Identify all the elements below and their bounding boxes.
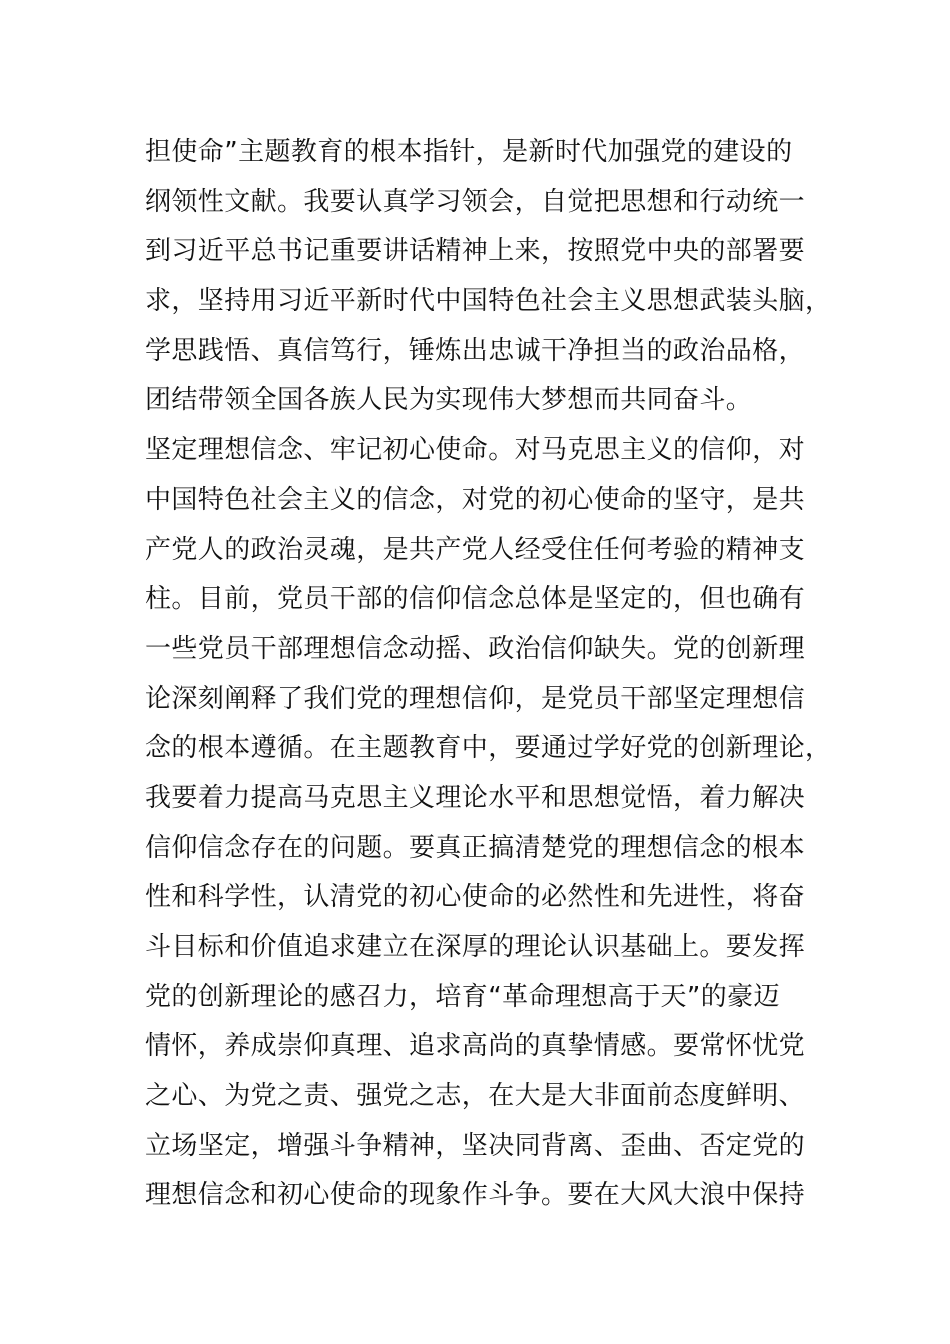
text-line: 产党人的政治灵魂，是共产党人经受住任何考验的精神支 [145, 534, 806, 565]
text-line: 一些党员干部理想信念动摇、政治信仰缺失。党的创新理 [145, 633, 806, 664]
text-line: 中国特色社会主义的信念，对党的初心使命的坚守，是共 [145, 484, 806, 515]
body-text [145, 128, 832, 1221]
text-line: 论深刻阐释了我们党的理想信仰，是党员干部坚定理想信 [145, 683, 806, 714]
text-line: 到习近平总书记重要讲话精神上来，按照党中央的部署要 [145, 236, 806, 267]
text-line: 担使命”主题教育的根本指针，是新时代加强党的建设的 [145, 137, 793, 167]
text-line: 纲领性文献。我要认真学习领会，自觉把思想和行动统一 [145, 186, 806, 217]
text-line: 学思践悟、真信笃行，锤炼出忠诚干净担当的政治品格， [145, 335, 806, 366]
text-line: 理想信念和初心使命的现象作斗争。要在大风大浪中保持 [145, 1180, 806, 1211]
text-line: 立场坚定，增强斗争精神，坚决同背离、歪曲、否定党的 [145, 1130, 806, 1161]
text-line: 之心、为党之责、强党之志，在大是大非面前态度鲜明、 [145, 1081, 806, 1112]
text-line: 情怀，养成崇仰真理、追求高尚的真挚情感。要常怀忧党 [145, 1031, 806, 1062]
text-line: 信仰信念存在的问题。要真正搞清楚党的理想信念的根本 [145, 832, 806, 863]
text-line: 党的创新理论的感召力，培育“革命理想高于天”的豪迈 [145, 981, 780, 1012]
text-line: 求，坚持用习近平新时代中国特色社会主义思想武装头脑， [145, 286, 832, 317]
text-line: 柱。目前，党员干部的信仰信念总体是坚定的，但也确有 [145, 584, 806, 615]
text-line: 我要着力提高马克思主义理论水平和思想觉悟，着力解决 [145, 782, 806, 813]
text-line: 坚定理想信念、牢记初心使命。对马克思主义的信仰，对 [145, 435, 806, 466]
text-line: 团结带领全国各族人民为实现伟大梦想而共同奋斗。 [145, 385, 753, 416]
text-line: 念的根本遵循。在主题教育中，要通过学好党的创新理论， [145, 733, 832, 764]
text-line: 性和科学性，认清党的初心使命的必然性和先进性，将奋 [145, 882, 806, 913]
text-line: 斗目标和价值追求建立在深厚的理论认识基础上。要发挥 [145, 932, 806, 962]
